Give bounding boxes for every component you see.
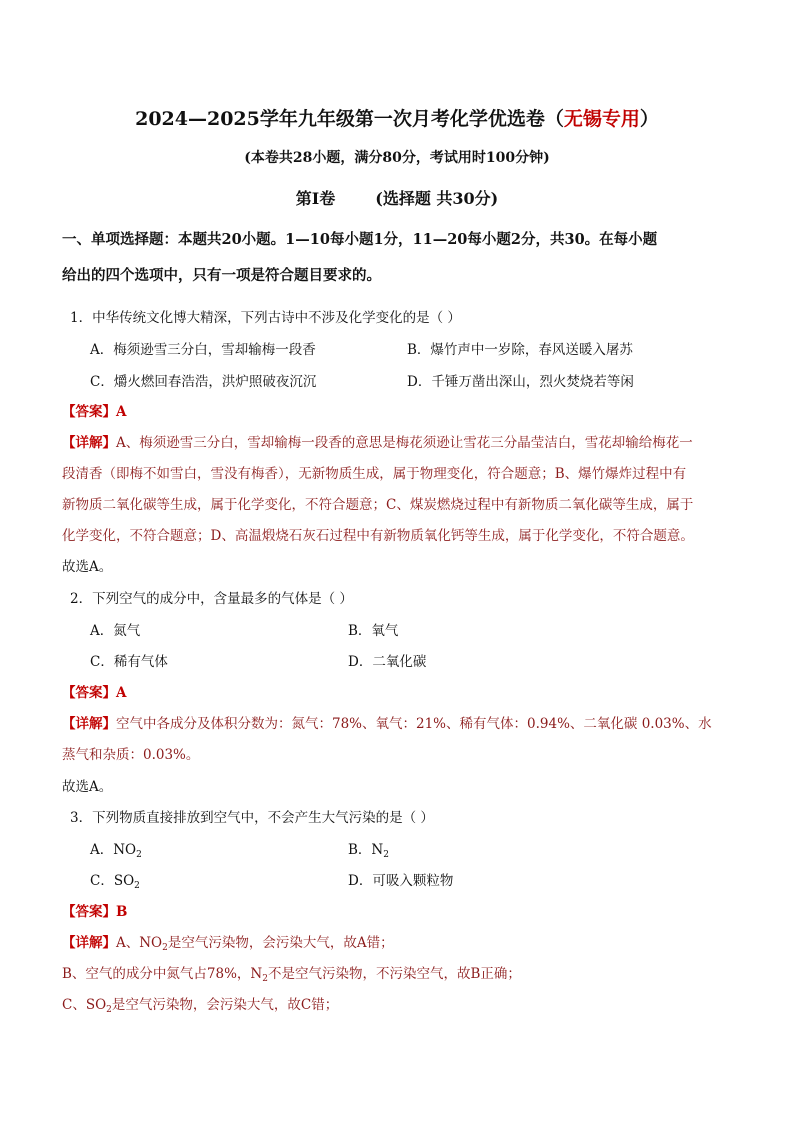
q3-option-c: C．$SO_2$: [90, 873, 140, 891]
exam-info: (本卷共28小题，满分80分，考试用时100分钟): [244, 150, 550, 166]
q1-option-a: A．梅须逊雪三分白，雪却输梅一段香: [90, 342, 316, 358]
q3-option-d: D．可吸入颗粒物: [348, 873, 454, 889]
q1-explanation-line-3: 新物质二氧化碳等生成，属于化学变化，不符合题意；C、煤炭燃烧过程中有新物质二氧化碳等生成，属于: [62, 497, 694, 513]
q1-explanation-line-2: 段清香（即梅不如雪白，雪没有梅香），无新物质生成，属于物理变化，符合题意；B、爆竹爆炸过程中有: [62, 466, 687, 482]
section-instruction-line-2: 给出的四个选项中，只有一项是符合题目要求的。: [62, 267, 381, 284]
q1-conclusion: 故选A。: [62, 559, 113, 575]
q1-answer: 【答案】A: [62, 404, 127, 420]
q2-stem: 2．下列空气的成分中，含量最多的气体是（ ）: [70, 591, 353, 607]
q1-explanation-line-4: 化学变化，不符合题意；D、高温煅烧石灰石过程中有新物质氧化钙等生成，属于化学变化，不符合题意。: [62, 528, 694, 544]
q2-conclusion: 故选A。: [62, 779, 113, 795]
q2-option-c: C．稀有气体: [90, 654, 168, 670]
title-region: 无锡专用: [563, 108, 640, 130]
q2-option-d: D．二氧化碳: [348, 654, 427, 670]
q2-explanation-tag: 【详解】: [62, 716, 116, 732]
q1-explanation-text-1: A、梅须逊雪三分白，雪却输梅一段香的意思是梅花须逊让雪花三分晶莹洁白，雪花却输给梅花一: [116, 435, 693, 451]
title-main: 2024—2025学年九年级第一次月考化学优选卷（: [135, 108, 564, 130]
q3-explanation-tag: 【详解】: [62, 935, 116, 951]
q1-option-d: D．千锤万凿出深山，烈火焚烧若等闲: [407, 374, 634, 390]
q3-option-a: A．$NO_2$: [90, 842, 142, 860]
section-instruction-line-1: 一、单项选择题：本题共20小题。1—10每小题1分，11—20每小题2分，共30。在每小题: [62, 231, 658, 248]
page-title: [0, 106, 794, 132]
q1-option-b: B．爆竹声中一岁除，春风送暖入屠苏: [407, 342, 633, 358]
q3-stem: 3．下列物质直接排放到空气中，不会产生大气污染的是（ ）: [70, 810, 434, 826]
q2-explanation-line-1: [62, 714, 712, 734]
volume-type: (选择题 共30分): [375, 189, 499, 208]
q2-explanation-text-1: 空气中各成分及体积分数为：氮气：78%、氧气：21%、稀有气体：0.94%、二氧化碳 0.03%、水: [116, 716, 712, 732]
q2-option-a: A．氮气: [90, 623, 141, 639]
q3-explanation-line-1: 【详解】A、$NO_2$是空气污染物，会污染大气，故A错；: [62, 935, 394, 953]
q1-stem: 1．中华传统文化博大精深，下列古诗中不涉及化学变化的是（ ）: [70, 310, 461, 326]
q2-option-b: B．氧气: [348, 623, 399, 639]
q1-explanation-line-1: [62, 433, 693, 453]
q3-option-b: B．$N_2$: [348, 842, 389, 860]
q3-explanation-line-3: C、$SO_2$是空气污染物，会污染大气，故C错；: [62, 997, 339, 1015]
q2-explanation-line-2: 蒸气和杂质：0.03%。: [62, 747, 200, 763]
q1-option-c: C．爝火燃回春浩浩，洪炉照破夜沉沉: [90, 374, 317, 390]
volume-label: 第I卷: [295, 189, 336, 208]
volume-heading: [0, 189, 794, 209]
q3-explanation-line-2: B、空气的成分中氮气占78%，$N_2$不是空气污染物，不污染空气，故B正确；: [62, 966, 521, 984]
title-end: ）: [639, 108, 659, 130]
q3-answer: 【答案】B: [62, 904, 128, 920]
q1-explanation-tag: 【详解】: [62, 435, 116, 451]
q2-answer: 【答案】A: [62, 685, 127, 701]
